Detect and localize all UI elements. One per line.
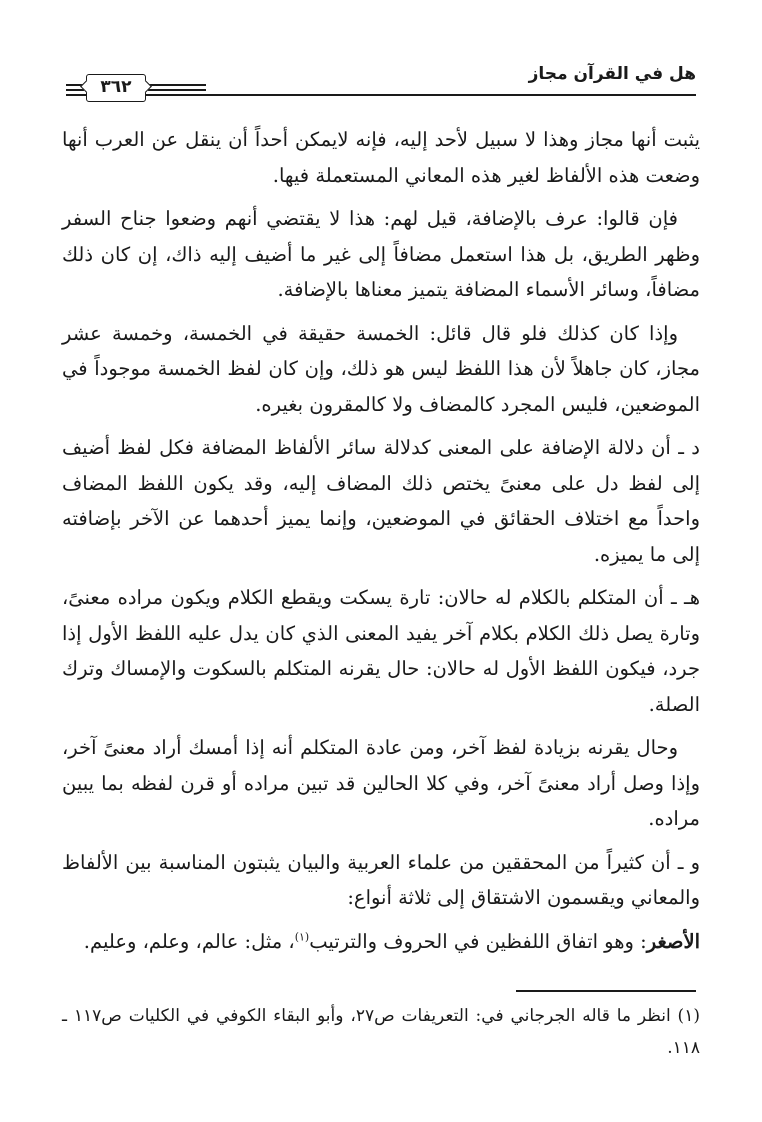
running-title: هل في القرآن مجاز [528,64,696,84]
paragraph-8-text-b: ، مثل: عالم، وعلم، وعليم. [83,929,295,953]
paragraph-4: د ـ أن دلالة الإضافة على المعنى كدلالة سائر الألفاظ المضافة فكل لفظ أضيف إلى لفظ دل على معنىً يختص ذلك المضاف إليه، وقد يكون اللفظ المضاف واحداً مع اختلاف الحقائق في الموضعين، وإنما يميز أحدهما عن الآخر بإضافته إلى ما يميزه. [62,436,700,566]
ornament-line-left-2 [66,89,84,91]
ornament-line-right-2 [148,89,206,91]
footnote-separator [516,990,696,992]
main-text [62,122,700,967]
paragraph-7: و ـ أن كثيراً من المحققين من علماء العربية والبيان يثبتون المناسبة بين الألفاظ والمعاني ويقسمون الاشتقاق إلى ثلاثة أنواع: [62,850,700,909]
paragraph-6: وحال يقرنه بزيادة لفظ آخر، ومن عادة المتكلم أنه إذا أمسك أراد معنىً آخر، وإذا وصل أراد معنىً آخر، وفي كلا الحالين قد تبين مراده أو قرن لفظه بما يبين مراده. [62,736,700,830]
paragraph-3: وإذا كان كذلك فلو قال قائل: الخمسة حقيقة في الخمسة، وخمسة عشر مجاز، كان جاهلاً لأن هذا اللفظ ليس هو ذلك، وإن كان لفظ الخمسة موجوداً في الموضعين، فليس المجرد كالمضاف ولا كالمقرون بغيره. [62,321,700,416]
page-header [66,60,696,100]
footnote-1: (١) انظر ما قاله الجرجاني في: التعريفات ص٢٧، وأبو البقاء الكوفي في الكليات ص١١٧ ـ ١١٨. [62,1006,700,1058]
paragraph-2: فإن قالوا: عرف بالإضافة، قيل لهم: هذا لا يقتضي أنهم وضعوا جناح السفر وظهر الطريق، بل هذا استعمل مضافاً إلى غير ما أضيف إليه ذاك، إن كان ذلك مضافاً، وسائر الأسماء المضافة يتميز معناها بالإضافة. [62,207,700,301]
page-number-ornament [66,74,206,102]
term-asghar: الأصغر [646,929,700,953]
ornament-line-right [148,84,206,86]
paragraph-8 [62,924,700,960]
paragraph-5: هـ ـ أن المتكلم بالكلام له حالان: تارة يسكت ويقطع الكلام ويكون مراده معنىً، وتارة يصل ذلك الكلام بكلام آخر يفيد المعنى الذي كان يدل عليه اللفظ الأول إذا جرد، فيكون اللفظ الأول له حالان: حال يقرنه المتكلم بالسكوت والإمساك وترك الصلة. [62,586,700,716]
page-number: ٣٦٢ [86,74,146,102]
paragraph-8-text-a: : وهو اتفاق اللفظين في الحروف والترتيب [309,929,647,953]
footnote-marker: (١) [294,930,310,943]
paragraph-1: يثبت أنها مجاز وهذا لا سبيل لأحد إليه، فإنه لايمكن أحداً أن ينقل عن العرب أنها وضعت هذه الألفاظ لغير هذه المعاني المستعملة فيها. [62,128,700,187]
